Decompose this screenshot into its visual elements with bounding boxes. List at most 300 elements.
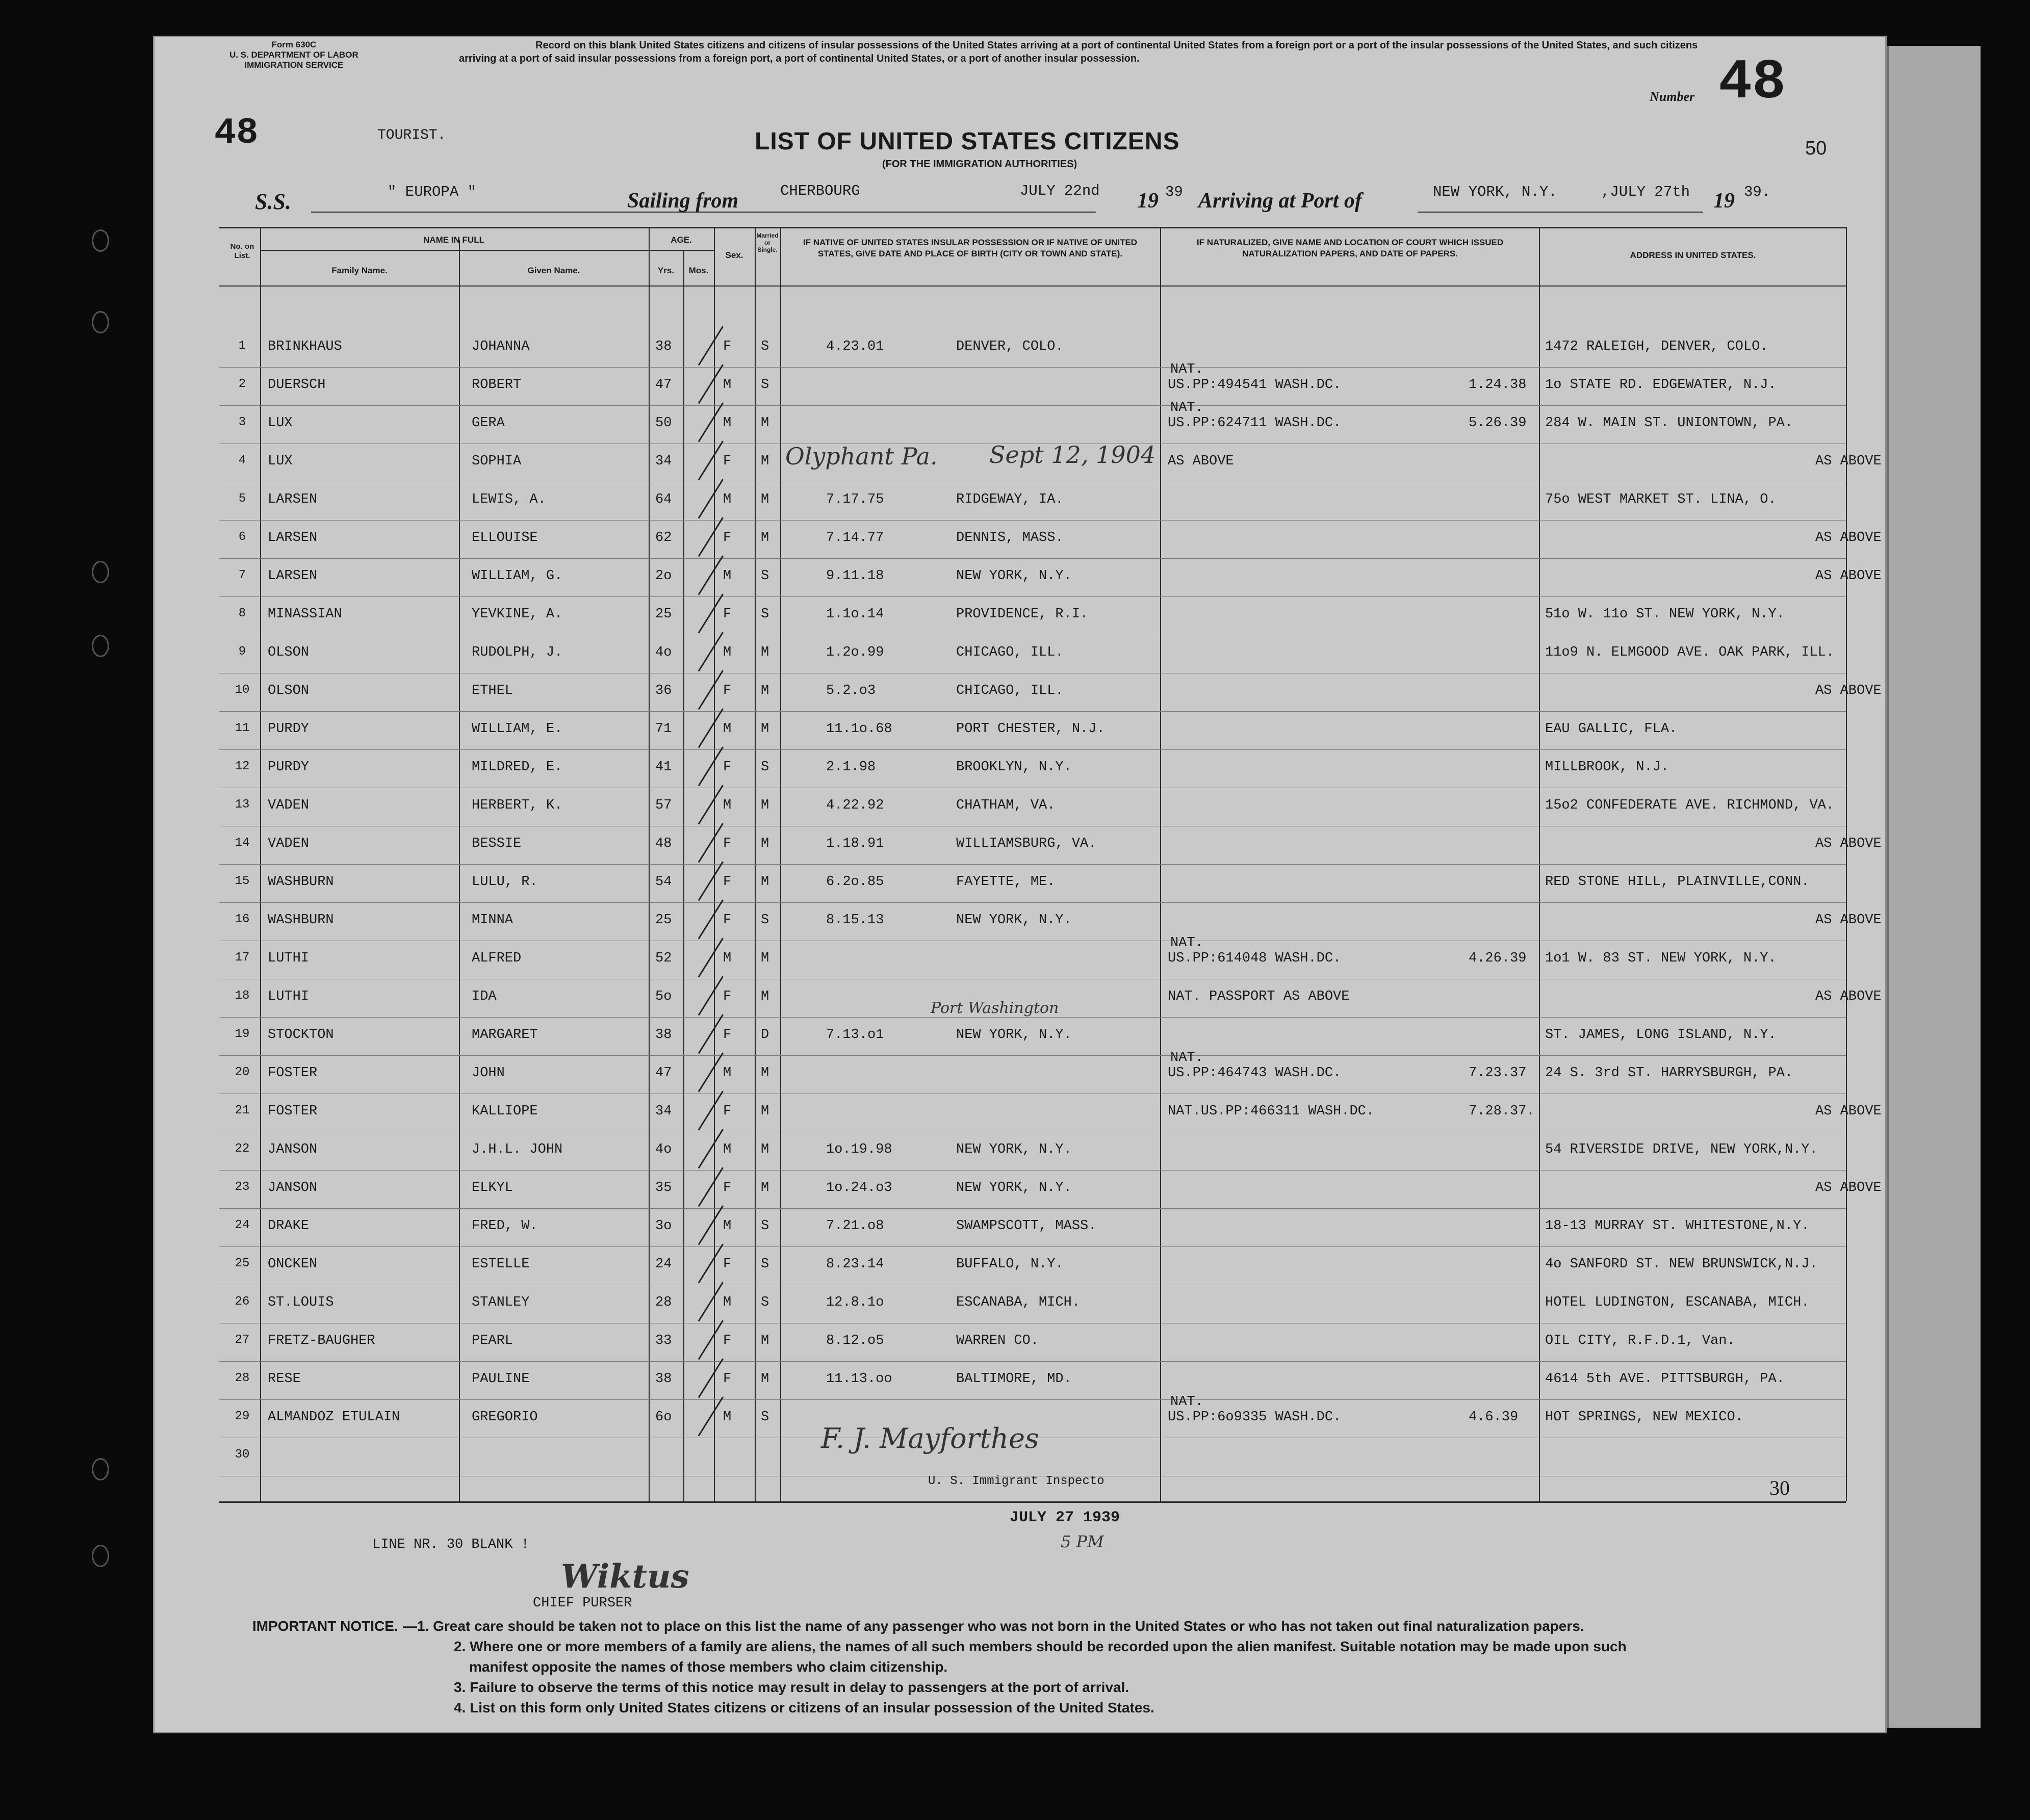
naturalization-papers: US.PP:494541 WASH.DC.: [1168, 377, 1342, 393]
marital-status: S: [761, 568, 769, 584]
family-name: LUTHI: [268, 951, 310, 966]
address: 1o1 W. 83 ST. NEW YORK, N.Y.: [1545, 951, 1777, 966]
table-top-rule: [219, 227, 1846, 228]
birth-place: NEW YORK, N.Y.: [956, 913, 1072, 928]
age-years: 57: [655, 798, 672, 813]
binder-hole: [92, 1545, 109, 1567]
address: AS ABOVE: [1815, 454, 1882, 469]
sex: M: [723, 1218, 732, 1234]
given-name: ELLOUISE: [472, 530, 538, 545]
sex: F: [723, 530, 732, 545]
sex: F: [723, 1027, 732, 1043]
naturalization-papers: US.PP:464743 WASH.DC.: [1168, 1065, 1342, 1081]
row-number: 8: [238, 607, 246, 620]
given-name: ROBERT: [472, 377, 522, 393]
check-mark: [698, 593, 724, 633]
sex: F: [723, 760, 732, 775]
sailing-year: 39: [1165, 184, 1183, 200]
family-name: LUTHI: [268, 989, 310, 1004]
given-name: ALFRED: [472, 951, 522, 966]
address: 75o WEST MARKET ST. LINA, O.: [1545, 492, 1777, 507]
sex: F: [723, 836, 732, 851]
given-name: ETHEL: [472, 683, 513, 698]
inspector-title: U. S. Immigrant Inspecto: [928, 1474, 1104, 1488]
given-name: STANLEY: [472, 1295, 530, 1310]
marital-status: M: [761, 874, 769, 890]
family-name: LARSEN: [268, 492, 318, 507]
naturalization-papers: AS ABOVE: [1168, 454, 1234, 469]
birth-date: 12.8.1o: [826, 1295, 884, 1310]
handwritten-birthplace: Olyphant Pa.: [785, 443, 938, 470]
sex: F: [723, 1180, 732, 1195]
binder-hole: [92, 229, 109, 252]
given-name: LEWIS, A.: [472, 492, 546, 507]
row-rule: [219, 1399, 1846, 1400]
address: OIL CITY, R.F.D.1, Van.: [1545, 1333, 1735, 1348]
marital-status: S: [761, 760, 769, 775]
sex: F: [723, 607, 732, 622]
col-sex: Sex.: [725, 250, 743, 260]
marital-status: M: [761, 683, 769, 698]
marital-status: S: [761, 1295, 769, 1310]
sex: M: [723, 1410, 732, 1425]
family-name: DRAKE: [268, 1218, 310, 1234]
birth-place: CHATHAM, VA.: [956, 798, 1056, 813]
sex: F: [723, 989, 732, 1004]
check-mark: [698, 746, 724, 786]
col-family-name: Family Name.: [331, 266, 388, 275]
marital-status: S: [761, 1218, 769, 1234]
age-years: 34: [655, 454, 672, 469]
given-name: HERBERT, K.: [472, 798, 563, 813]
row-number: 11: [235, 721, 250, 735]
row-rule: [219, 1170, 1846, 1171]
given-name: SOPHIA: [472, 454, 522, 469]
sex: M: [723, 645, 732, 660]
family-name: BRINKHAUS: [268, 339, 342, 354]
naturalization-papers: US.PP:624711 WASH.DC.: [1168, 415, 1342, 431]
birth-date: 7.13.o1: [826, 1027, 884, 1043]
age-years: 62: [655, 530, 672, 545]
marital-status: M: [761, 1065, 769, 1081]
naturalization-papers: US.PP:614048 WASH.DC.: [1168, 951, 1342, 966]
notice-item-2b: manifest opposite the names of those members who claim citizenship.: [469, 1659, 948, 1675]
given-name: MINNA: [472, 913, 513, 928]
row-number: 17: [235, 951, 250, 965]
birth-date: 9.11.18: [826, 568, 884, 584]
notice-item-1: —1. Great care should be taken not to place on this list the name of any passenger who was not born in the United States or who has not taken out final naturalization papers.: [403, 1618, 1584, 1634]
naturalization-date: 7.23.37: [1469, 1065, 1527, 1081]
check-mark: [698, 1358, 724, 1398]
row-number: 10: [235, 683, 250, 697]
age-years: 4o: [655, 645, 672, 660]
birth-place: DENNIS, MASS.: [956, 530, 1064, 545]
notice-item-3: 3. Failure to observe the terms of this notice may result in delay to passengers at the port of arrival.: [454, 1679, 1129, 1695]
address: 54 RIVERSIDE DRIVE, NEW YORK,N.Y.: [1545, 1142, 1818, 1157]
row-number: 6: [238, 530, 246, 544]
row-number: 18: [235, 989, 250, 1003]
corner-number: 50: [1805, 138, 1827, 159]
row-number: 2: [238, 377, 246, 391]
row-number: 24: [235, 1218, 250, 1232]
number-label: Number: [1650, 89, 1695, 104]
sex: F: [723, 339, 732, 354]
age-years: 64: [655, 492, 672, 507]
class-label: TOURIST.: [377, 127, 446, 143]
family-name: RESE: [268, 1371, 301, 1387]
address: HOTEL LUDINGTON, ESCANABA, MICH.: [1545, 1295, 1810, 1310]
list-number: 48: [1718, 51, 1786, 115]
birth-place: NEW YORK, N.Y.: [956, 1180, 1072, 1195]
marital-status: M: [761, 951, 769, 966]
birth-date: 7.17.75: [826, 492, 884, 507]
row-rule: [219, 596, 1846, 597]
sailing-date: JULY 22nd: [1020, 183, 1100, 199]
col-native: IF NATIVE OF UNITED STATES INSULAR POSSESSION OR IF NATIVE OF UNITED STATES, GIVE DATE AND PLACE OF BIRTH (CITY OR TOWN AND STATE).: [803, 238, 1138, 258]
marital-status: M: [761, 645, 769, 660]
sex: M: [723, 1295, 732, 1310]
row-number: 4: [238, 454, 246, 467]
birth-place: CHICAGO, ILL.: [956, 645, 1064, 660]
check-mark: [698, 402, 724, 442]
given-name: IDA: [472, 989, 497, 1004]
address: 284 W. MAIN ST. UNIONTOWN, PA.: [1545, 415, 1793, 431]
birth-place: SWAMPSCOTT, MASS.: [956, 1218, 1097, 1234]
naturalized-flag: NAT.: [1170, 935, 1203, 951]
address: 4614 5th AVE. PITTSBURGH, PA.: [1545, 1371, 1785, 1387]
check-mark: [698, 976, 724, 1016]
check-mark: [698, 938, 724, 977]
age-years: 38: [655, 1027, 672, 1043]
age-years: 34: [655, 1104, 672, 1119]
check-mark: [698, 1396, 724, 1436]
address: AS ABOVE: [1815, 568, 1882, 584]
sex: M: [723, 721, 732, 737]
sex: M: [723, 1065, 732, 1081]
marital-status: M: [761, 1371, 769, 1387]
age-years: 33: [655, 1333, 672, 1348]
naturalization-date: 7.28.37.: [1469, 1104, 1535, 1119]
check-mark: [698, 708, 724, 748]
birth-date: 4.22.92: [826, 798, 884, 813]
family-name: PURDY: [268, 760, 310, 775]
naturalization-date: 4.26.39: [1469, 951, 1527, 966]
col-address: ADDRESS IN UNITED STATES.: [1630, 250, 1756, 260]
row-number: 25: [235, 1257, 250, 1270]
check-mark: [698, 1052, 724, 1092]
row-number: 27: [235, 1333, 250, 1347]
given-name: J.H.L. JOHN: [472, 1142, 563, 1157]
sex: F: [723, 683, 732, 698]
row-rule: [219, 711, 1846, 712]
address: ST. JAMES, LONG ISLAND, N.Y.: [1545, 1027, 1777, 1043]
row-number: 14: [235, 836, 250, 850]
birth-place: NEW YORK, N.Y.: [956, 1142, 1072, 1157]
family-name: LARSEN: [268, 568, 318, 584]
birth-date: 4.23.01: [826, 339, 884, 354]
check-mark: [698, 555, 724, 595]
birth-date: 2.1.98: [826, 760, 876, 775]
notice-item-2: 2. Where one or more members of a family are aliens, the names of all such members should be recorded upon the alien manifest. Suitable notation may be made upon such: [454, 1639, 1627, 1654]
age-years: 24: [655, 1257, 672, 1272]
check-mark: [698, 1243, 724, 1283]
marital-status: M: [761, 1142, 769, 1157]
given-name: FRED, W.: [472, 1218, 538, 1234]
address: 1472 RALEIGH, DENVER, COLO.: [1545, 339, 1768, 354]
sex: F: [723, 1257, 732, 1272]
family-name: ONCKEN: [268, 1257, 318, 1272]
row-rule: [219, 1055, 1846, 1056]
row-number: 3: [238, 415, 246, 429]
row-number: 26: [235, 1295, 250, 1309]
family-name: STOCKTON: [268, 1027, 334, 1043]
address: AS ABOVE: [1815, 1104, 1882, 1119]
row-rule: [219, 1361, 1846, 1362]
sailing-label: Sailing from: [627, 189, 739, 213]
given-name: LULU, R.: [472, 874, 538, 890]
row-number: 7: [238, 568, 246, 582]
given-name: RUDOLPH, J.: [472, 645, 563, 660]
naturalized-flag: NAT.: [1170, 400, 1203, 415]
birth-date: 6.2o.85: [826, 874, 884, 890]
age-years: 5o: [655, 989, 672, 1004]
age-years: 25: [655, 913, 672, 928]
sex: M: [723, 1142, 732, 1157]
purser-title: CHIEF PURSER: [533, 1596, 632, 1611]
birth-place: WARREN CO.: [956, 1333, 1039, 1348]
address: MILLBROOK, N.J.: [1545, 760, 1669, 775]
check-mark: [698, 364, 724, 404]
family-name: DUERSCH: [268, 377, 326, 393]
col-no: No. on List.: [230, 242, 254, 260]
row-number: 16: [235, 913, 250, 926]
address: HOT SPRINGS, NEW MEXICO.: [1545, 1410, 1743, 1425]
given-name: PAULINE: [472, 1371, 530, 1387]
given-name: GERA: [472, 415, 505, 431]
family-name: VADEN: [268, 836, 310, 851]
check-mark: [698, 1129, 724, 1168]
page-stamp-number: 48: [214, 112, 259, 154]
row-number: 28: [235, 1371, 250, 1385]
row-rule: [219, 902, 1846, 903]
purser-signature: Wiktus: [561, 1557, 689, 1596]
naturalized-flag: NAT.: [1170, 1394, 1203, 1410]
marital-status: S: [761, 339, 769, 354]
given-name: PEARL: [472, 1333, 513, 1348]
family-name: OLSON: [268, 645, 310, 660]
binder-hole: [92, 311, 109, 333]
address: AS ABOVE: [1815, 1180, 1882, 1195]
birth-date: 8.15.13: [826, 913, 884, 928]
row-number: 15: [235, 874, 250, 888]
birth-date: 7.14.77: [826, 530, 884, 545]
row-rule: [219, 749, 1846, 750]
row-rule: [219, 1017, 1846, 1018]
marital-status: S: [761, 377, 769, 393]
sex: F: [723, 454, 732, 469]
birth-place: NEW YORK, N.Y.: [956, 568, 1072, 584]
sex: F: [723, 1104, 732, 1119]
page-title: LIST OF UNITED STATES CITIZENS: [755, 128, 1180, 155]
line-blank-note: LINE NR. 30 BLANK !: [372, 1537, 529, 1552]
check-mark: [698, 1167, 724, 1207]
birth-date: 1.2o.99: [826, 645, 884, 660]
sex: M: [723, 798, 732, 813]
col-mos: Mos.: [688, 266, 709, 275]
birth-place: ESCANABA, MICH.: [956, 1295, 1081, 1310]
birth-date: 1.18.91: [826, 836, 884, 851]
row-rule: [219, 1208, 1846, 1209]
check-mark: [698, 823, 724, 863]
given-name: JOHN: [472, 1065, 505, 1081]
sex: M: [723, 951, 732, 966]
row-number: 29: [235, 1410, 250, 1423]
birth-date: 11.13.oo: [826, 1371, 892, 1387]
address: AS ABOVE: [1815, 913, 1882, 928]
check-mark: [698, 861, 724, 901]
age-years: 50: [655, 415, 672, 431]
check-mark: [698, 670, 724, 710]
binder-hole: [92, 1458, 109, 1480]
col-name-in-full: NAME IN FULL: [423, 235, 484, 245]
address: 15o2 CONFEDERATE AVE. RICHMOND, VA.: [1545, 798, 1835, 813]
address: AS ABOVE: [1815, 530, 1882, 545]
inspector-signature: F. J. Mayforthes: [821, 1422, 1039, 1454]
family-name: WASHBURN: [268, 913, 334, 928]
given-name: MARGARET: [472, 1027, 538, 1043]
sex: F: [723, 1371, 732, 1387]
family-name: JANSON: [268, 1180, 318, 1195]
check-mark: [698, 1014, 724, 1054]
age-years: 71: [655, 721, 672, 737]
marital-status: M: [761, 454, 769, 469]
header-bottom-rule: [219, 285, 1846, 287]
naturalization-papers: US.PP:6o9335 WASH.DC.: [1168, 1410, 1342, 1425]
marital-status: S: [761, 1410, 769, 1425]
arrival-port: NEW YORK, N.Y.: [1433, 184, 1557, 200]
check-mark: [698, 479, 724, 518]
arrival-year: 39.: [1744, 184, 1771, 200]
check-mark: [698, 785, 724, 824]
row-number: 22: [235, 1142, 250, 1156]
marital-status: M: [761, 492, 769, 507]
row-rule: [219, 1246, 1846, 1247]
check-mark: [698, 899, 724, 939]
handwritten-port-washington: Port Washington: [931, 999, 1059, 1017]
birth-date: 1o.24.o3: [826, 1180, 892, 1195]
age-years: 36: [655, 683, 672, 698]
given-name: WILLIAM, E.: [472, 721, 563, 737]
address: RED STONE HILL, PLAINVILLE,CONN.: [1545, 874, 1810, 890]
row-number: 9: [238, 645, 246, 659]
age-years: 2o: [655, 568, 672, 584]
birth-date: 8.12.o5: [826, 1333, 884, 1348]
birth-place: BROOKLYN, N.Y.: [956, 760, 1072, 775]
family-name: MINASSIAN: [268, 607, 342, 622]
age-years: 48: [655, 836, 672, 851]
page-edge: [1887, 46, 1981, 1728]
col-yrs: Yrs.: [657, 266, 675, 275]
given-name: JOHANNA: [472, 339, 530, 354]
total-count: 30: [1769, 1476, 1790, 1499]
sex: F: [723, 874, 732, 890]
marital-status: S: [761, 1257, 769, 1272]
birth-date: 5.2.o3: [826, 683, 876, 698]
marital-status: M: [761, 530, 769, 545]
marital-status: S: [761, 607, 769, 622]
check-mark: [698, 517, 724, 557]
row-number: 5: [238, 492, 246, 506]
ship-name: " EUROPA ": [388, 184, 477, 200]
check-mark: [698, 440, 724, 480]
age-years: 4o: [655, 1142, 672, 1157]
family-name: OLSON: [268, 683, 310, 698]
naturalization-date: 1.24.38: [1469, 377, 1527, 393]
age-years: 38: [655, 339, 672, 354]
marital-status: S: [761, 913, 769, 928]
binder-hole: [92, 635, 109, 657]
row-number: 21: [235, 1104, 250, 1117]
birth-place: CHICAGO, ILL.: [956, 683, 1064, 698]
age-years: 52: [655, 951, 672, 966]
col-age: AGE.: [671, 235, 692, 245]
marital-status: M: [761, 415, 769, 431]
sex: M: [723, 415, 732, 431]
naturalization-date: 5.26.39: [1469, 415, 1527, 431]
birth-date: 1.1o.14: [826, 607, 884, 622]
check-mark: [698, 1282, 724, 1321]
given-name: ESTELLE: [472, 1257, 530, 1272]
age-years: 25: [655, 607, 672, 622]
birth-place: BALTIMORE, MD.: [956, 1371, 1072, 1387]
age-years: 38: [655, 1371, 672, 1387]
age-years: 3o: [655, 1218, 672, 1234]
family-name: JANSON: [268, 1142, 318, 1157]
row-rule: [219, 558, 1846, 559]
family-name: ALMANDOZ ETULAIN: [268, 1410, 400, 1425]
row-rule: [219, 520, 1846, 521]
row-rule: [219, 405, 1846, 406]
naturalization-date: 4.6.39: [1469, 1410, 1519, 1425]
preamble-text: Record on this blank United States citizens and citizens of insular possessions of the United States arriving at a port of continental United States from a foreign port or a port of the insular possessions of the United States, and such citizens arriving at a port of said insular possessions from a foreign port, a port of continental United States, or a port of another insular possession.: [459, 40, 1698, 64]
sex: F: [723, 1333, 732, 1348]
marital-status: M: [761, 989, 769, 1004]
naturalized-flag: NAT.: [1170, 362, 1203, 377]
family-name: VADEN: [268, 798, 310, 813]
marital-status: M: [761, 798, 769, 813]
ss-label: S.S.: [255, 189, 291, 214]
sex: M: [723, 568, 732, 584]
row-number: 19: [235, 1027, 250, 1041]
address: AS ABOVE: [1815, 989, 1882, 1004]
arrival-year-prefix: 19: [1713, 189, 1735, 213]
row-number: 13: [235, 798, 250, 812]
age-years: 47: [655, 1065, 672, 1081]
address: 18-13 MURRAY ST. WHITESTONE,N.Y.: [1545, 1218, 1810, 1234]
handwritten-birthdate: Sept 12, 1904: [989, 441, 1156, 469]
row-number: 30: [235, 1448, 250, 1462]
address: AS ABOVE: [1815, 683, 1882, 698]
form-number: Form 630C: [271, 40, 317, 49]
row-number: 23: [235, 1180, 250, 1194]
binder-hole: [92, 561, 109, 583]
row-rule: [219, 864, 1846, 865]
stamp-date: JULY 27 1939: [1010, 1509, 1120, 1526]
check-mark: [698, 326, 724, 366]
sex: M: [723, 377, 732, 393]
birth-place: PORT CHESTER, N.J.: [956, 721, 1105, 737]
given-name: WILLIAM, G.: [472, 568, 563, 584]
